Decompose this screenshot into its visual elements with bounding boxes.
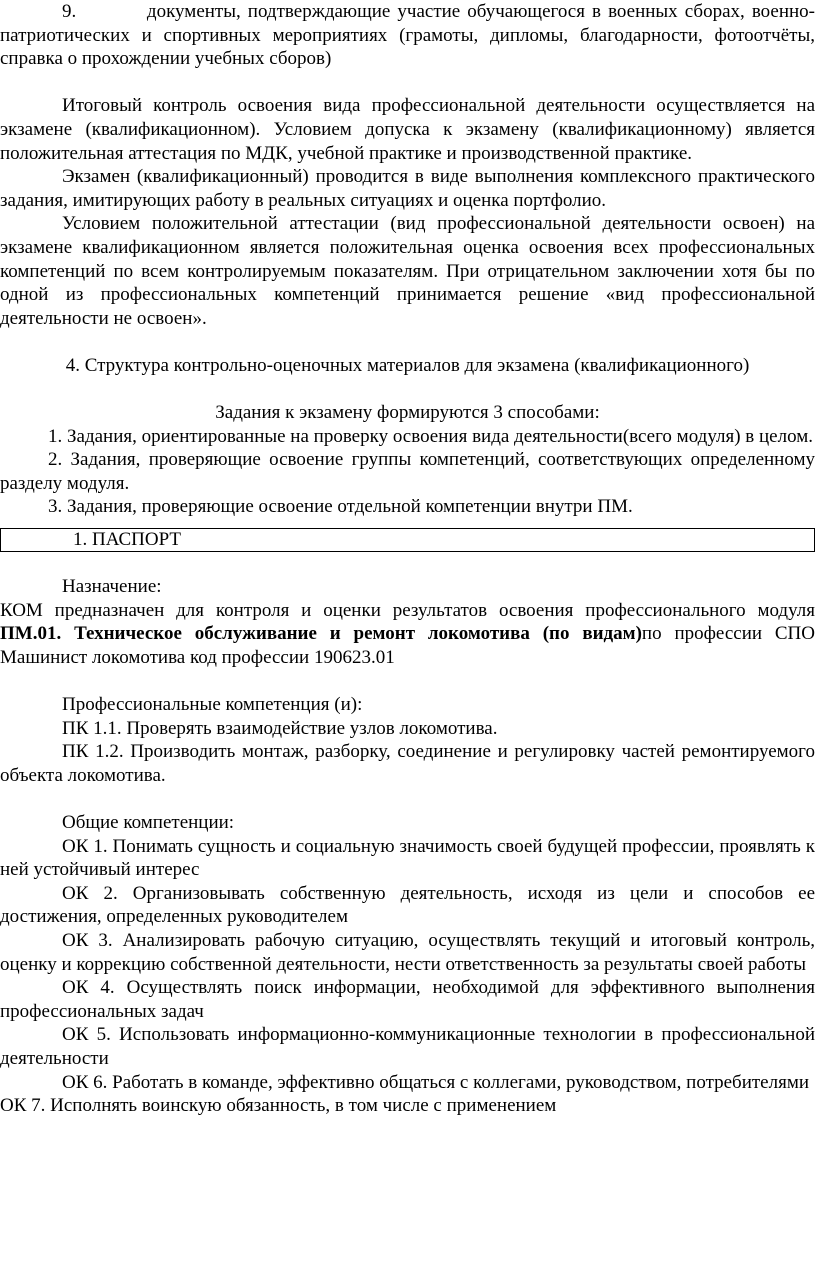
spacer [0,787,815,811]
spacer [0,669,815,693]
purpose-label: Назначение: [62,576,162,598]
paragraph-exam-form: Экзамен (квалификационный) проводится в виде выполнения комплексного практического задания, имитирующих работу в реальных ситуациях и оценка портфолио. [0,166,815,211]
paragraph-final-control: Итоговый контроль освоения вида профессиональной деятельности осуществляется на экзамене (квалификационном). Условием допуска к экзамену (квалификационному) является положительная аттестация по МДК, учебной практике и производственной практике. [0,95,815,164]
passport-title-box [0,528,815,552]
module-title: ПМ.01. Техническое обслуживание и ремонт локомотива (по видам) [0,623,642,645]
spacer [0,330,815,354]
spacer [0,378,815,402]
paragraph-positive-condition: Условием положительной аттестации (вид профессиональной деятельности освоен) на экзамене квалификационном является положительная оценка освоения всех профессиональных компетенций по всем контролируемым показателям. При отрицательном заключении хотя бы по одной из профессиональных компетенций принимается решение «вид профессиональной деятельности не освоен». [0,213,815,329]
task-item-1: 1. Задания, ориентированные на проверку освоения вида деятельности(всего модуля) в целом. [48,425,814,447]
task-item-2: 2. Задания, проверяющие освоение группы компетенций, соответствующих определенному разделу модуля. [0,449,815,494]
spacer [0,71,815,95]
general-competency-1: ОК 1. Понимать сущность и социальную значимость своей будущей профессии, проявлять к ней устойчивый интерес [0,835,815,881]
general-competency-3: ОК 3. Анализировать рабочую ситуацию, осуществлять текущий и итоговый контроль, оценку и коррекцию собственной деятельности, нести ответственность за результаты своей работы [0,929,815,975]
prof-competencies-heading: Профессиональные компетенция (и): [62,694,363,716]
general-competencies-heading: Общие компетенции: [62,812,235,833]
paragraph-item-9: 9. документы, подтверждающие участие обучающегося в военных сборах, военно-патриотических и спортивных мероприятиях (грамоты, дипломы, благодарности, фотоотчёты, справка о прохождении учебных сборов) [0,1,815,70]
general-competency-7: ОК 7. Исполнять воинскую обязанность, в том числе с применением [0,1095,557,1117]
general-competency-2: ОК 2. Организовывать собственную деятельность, исходя из цели и способов ее достижения, определенных руководителем [0,882,815,928]
prof-competency-1-2: ПК 1.2. Производить монтаж, разборку, соединение и регулировку частей ремонтируемого объекта локомотива. [0,741,815,786]
general-competency-5: ОК 5. Использовать информационно-коммуникационные технологии в профессиональной деятельности [0,1024,815,1069]
purpose-text-start: КОМ предназначен для контроля и оценки результатов освоения профессионального модуля [0,599,815,621]
section-4-heading: 4. Структура контрольно-оценочных материалов для экзамена (квалификационного) [65,354,750,376]
tasks-heading: Задания к экзамену формируются 3 способами: [215,402,600,424]
general-competency-6: ОК 6. Работать в команде, эффективно общаться с коллегами, руководством, потребителями [62,1071,810,1093]
prof-competency-1-1: ПК 1.1. Проверять взаимодействие узлов локомотива. [62,717,498,739]
general-competency-4: ОК 4. Осуществлять поиск информации, необходимой для эффективного выполнения профессиональных задач [0,977,815,1022]
purpose-text-end: по профессии СПО Машинист локомотива код профессии 190623.01 [0,623,815,668]
passport-title: 1. ПАСПОРТ [73,529,182,551]
purpose-paragraph [0,599,815,670]
task-item-3: 3. Задания, проверяющие освоение отдельной компетенции внутри ПМ. [48,496,633,518]
